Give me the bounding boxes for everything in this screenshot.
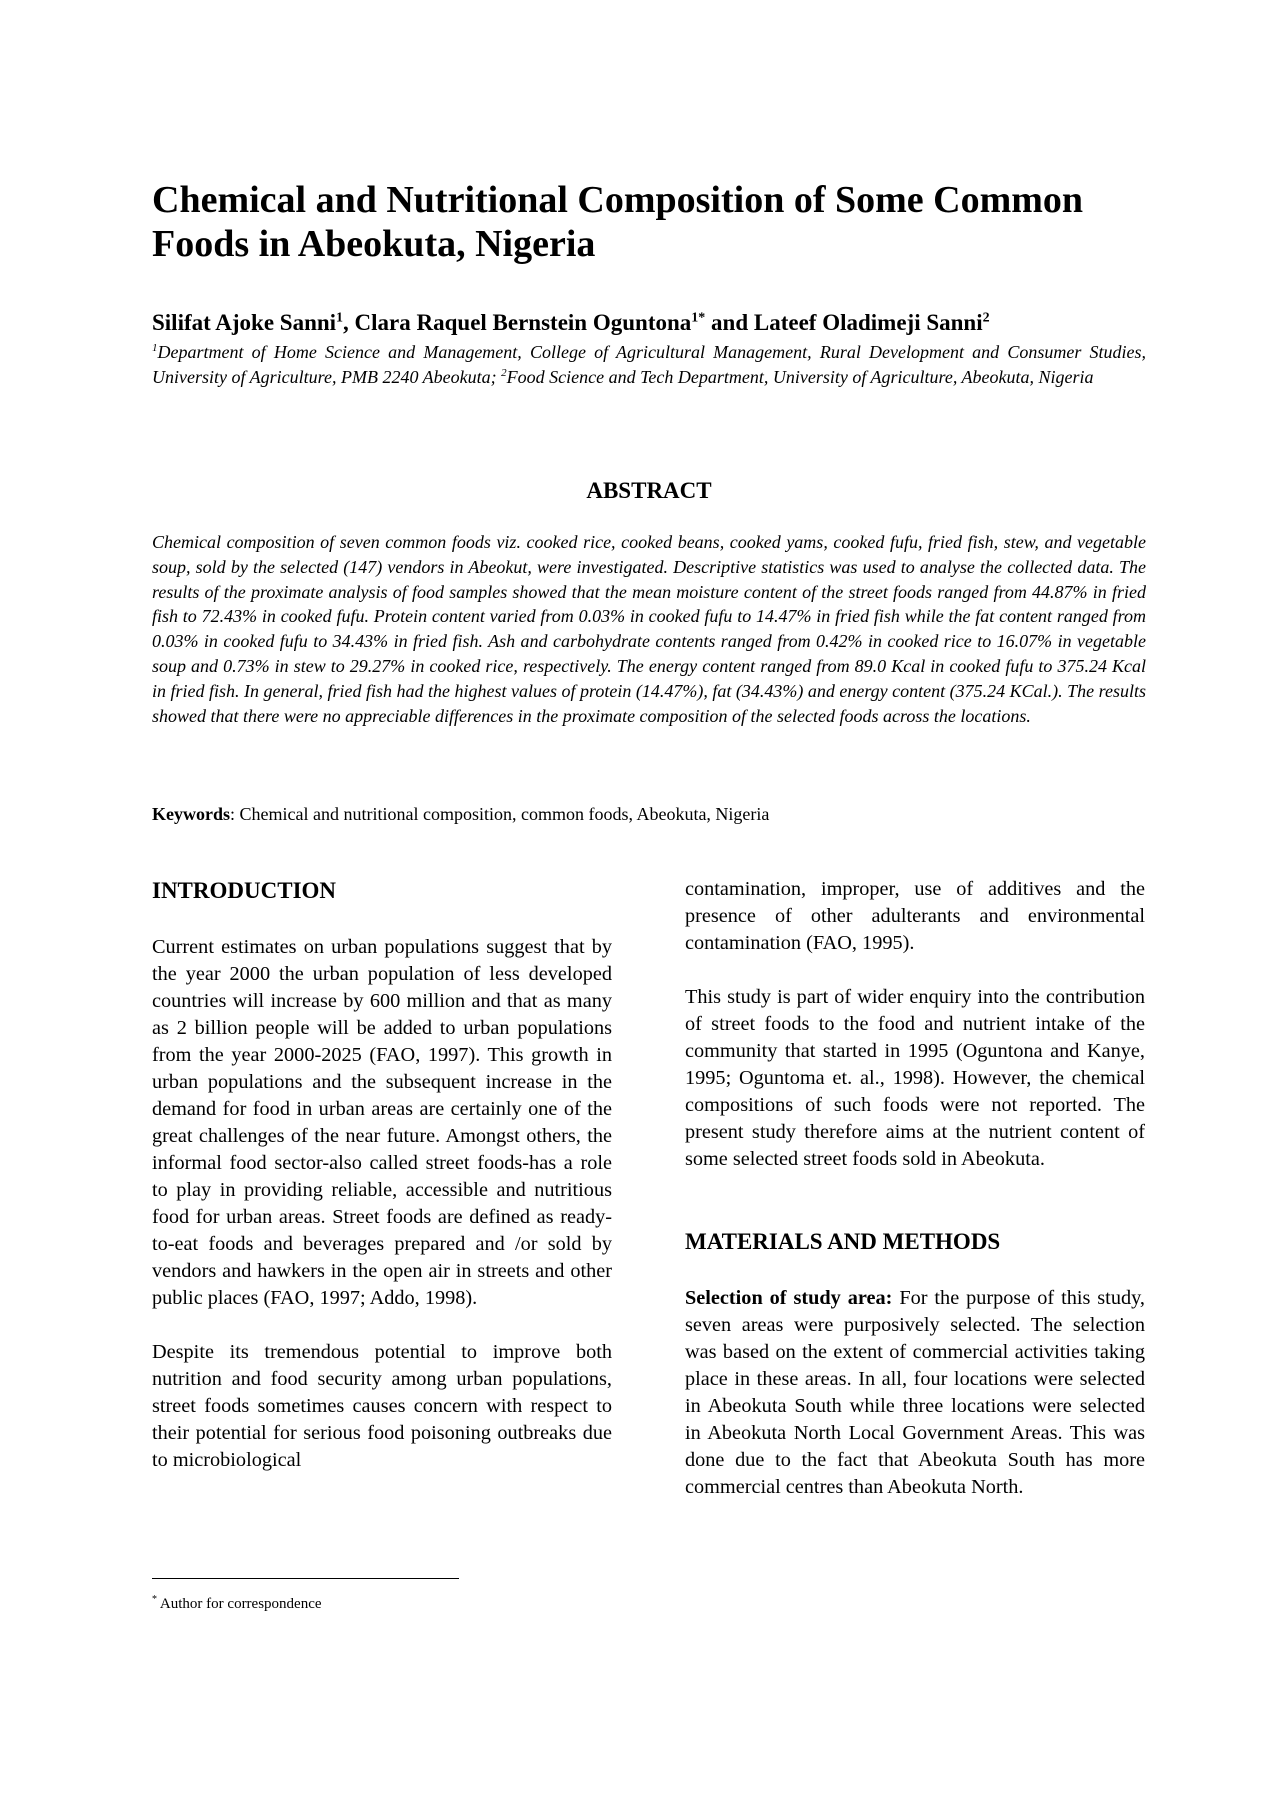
- author-affiliation-mark: 2: [982, 310, 990, 326]
- author-affiliation-mark: 1*: [691, 310, 706, 326]
- affiliation-text: Food Science and Tech Department, University of Agriculture, Abeokuta, Nigeria: [506, 367, 1094, 387]
- author-separator: and: [705, 310, 754, 335]
- keywords-label: Keywords: [152, 804, 230, 824]
- introduction-paragraph: Despite its tremendous potential to improve both nutrition and food security among urban populations, street foods sometimes causes concern with respect to their potential for serious food poisoning outbreaks due to microbiological: [152, 1341, 612, 1471]
- methods-paragraph: [685, 1285, 1145, 1501]
- footnote-mark: *: [152, 1594, 157, 1605]
- introduction-heading: INTRODUCTION: [152, 878, 337, 903]
- author-list: [152, 308, 1146, 338]
- affiliation-text: Department of Home Science and Management, College of Agricultural Management, Rural Development and Consumer Studies, University of Agriculture, PMB 2240 Abeokuta;: [152, 342, 1146, 387]
- affiliation-mark: 2: [501, 367, 507, 379]
- keywords-text: : Chemical and nutritional composition, common foods, Abeokuta, Nigeria: [230, 804, 770, 824]
- abstract-heading: ABSTRACT: [586, 478, 712, 503]
- footnote-text: Author for correspondence: [157, 1596, 322, 1612]
- right-column: [685, 876, 1145, 1501]
- introduction-paragraph: contamination, improper, use of additives and the presence of other adulterants and environmental contamination (FAO, 1995).: [685, 878, 1145, 954]
- methods-text: For the purpose of this study, seven areas were purposively selected. The selection was based on the extent of commercial activities taking place in these areas. In all, four locations were selected in Abeokuta South while three locations were selected in Abeokuta North Local Government Areas. This was done due to the fact that Abeokuta South has more commercial centres than Abeokuta North.: [685, 1287, 1145, 1498]
- footnote: [152, 1590, 322, 1614]
- author-separator: ,: [343, 310, 355, 335]
- author-name: Lateef Oladimeji Sanni: [753, 310, 983, 335]
- footnote-rule: [152, 1578, 459, 1579]
- introduction-paragraph: Current estimates on urban populations suggest that by the year 2000 the urban population of less developed countries will increase by 600 million and that as many as 2 billion people will be added to urban populations from the year 2000-2025 (FAO, 1997). This growth in urban populations and the subsequent increase in the demand for food in urban areas are certainly one of the great challenges of the near future. Amongst others, the informal food sector-also called street foods-has a role to play in providing reliable, accessible and nutritious food for urban areas. Street foods are defined as ready-to-eat foods and beverages prepared and /or sold by vendors and hawkers in the open air in streets and other public places (FAO, 1997; Addo, 1998).: [152, 936, 612, 1309]
- left-column: [152, 876, 612, 1474]
- paper-title: Chemical and Nutritional Composition of Some Common Foods in Abeokuta, Nigeria: [152, 179, 1084, 265]
- methods-lead: Selection of study area:: [685, 1287, 893, 1309]
- author-name: Silifat Ajoke Sanni: [152, 310, 337, 335]
- introduction-paragraph: This study is part of wider enquiry into the contribution of street foods to the food and nutrient intake of the community that started in 1995 (Oguntona and Kanye, 1995; Oguntoma et. al., 1998). However, the chemical compositions of such foods were not reported. The present study therefore aims at the nutrient content of some selected street foods sold in Abeokuta.: [685, 986, 1145, 1170]
- keywords: [152, 802, 1146, 826]
- author-name: Clara Raquel Bernstein Oguntona: [354, 310, 692, 335]
- paper-page: [152, 0, 1146, 1811]
- affiliation-mark: 1: [152, 342, 158, 354]
- author-affiliation-mark: 1: [336, 310, 344, 326]
- affiliations: [152, 340, 1146, 390]
- abstract-text: Chemical composition of seven common foods viz. cooked rice, cooked beans, cooked yams, cooked fufu, fried fish, stew, and vegetable soup, sold by the selected (147) vendors in Abeokut, were investigated. Descriptive statistics was used to analyse the collected data. The results of the proximate analysis of food samples showed that the mean moisture content of the street foods ranged from 44.87% in fried fish to 72.43% in cooked fufu. Protein content varied from 0.03% in cooked fufu to 14.47% in fried fish while the fat content ranged from 0.03% in cooked fufu to 34.43% in fried fish. Ash and carbohydrate contents ranged from 0.42% in cooked rice to 16.07% in vegetable soup and 0.73% in stew to 29.27% in cooked rice, respectively. The energy content ranged from 89.0 Kcal in cooked fufu to 375.24 Kcal in fried fish. In general, fried fish had the highest values of protein (14.47%), fat (34.43%) and energy content (375.24 KCal.). The results showed that there were no appreciable differences in the proximate composition of the selected foods across the locations.: [152, 532, 1146, 726]
- methods-heading: MATERIALS AND METHODS: [685, 1229, 1001, 1254]
